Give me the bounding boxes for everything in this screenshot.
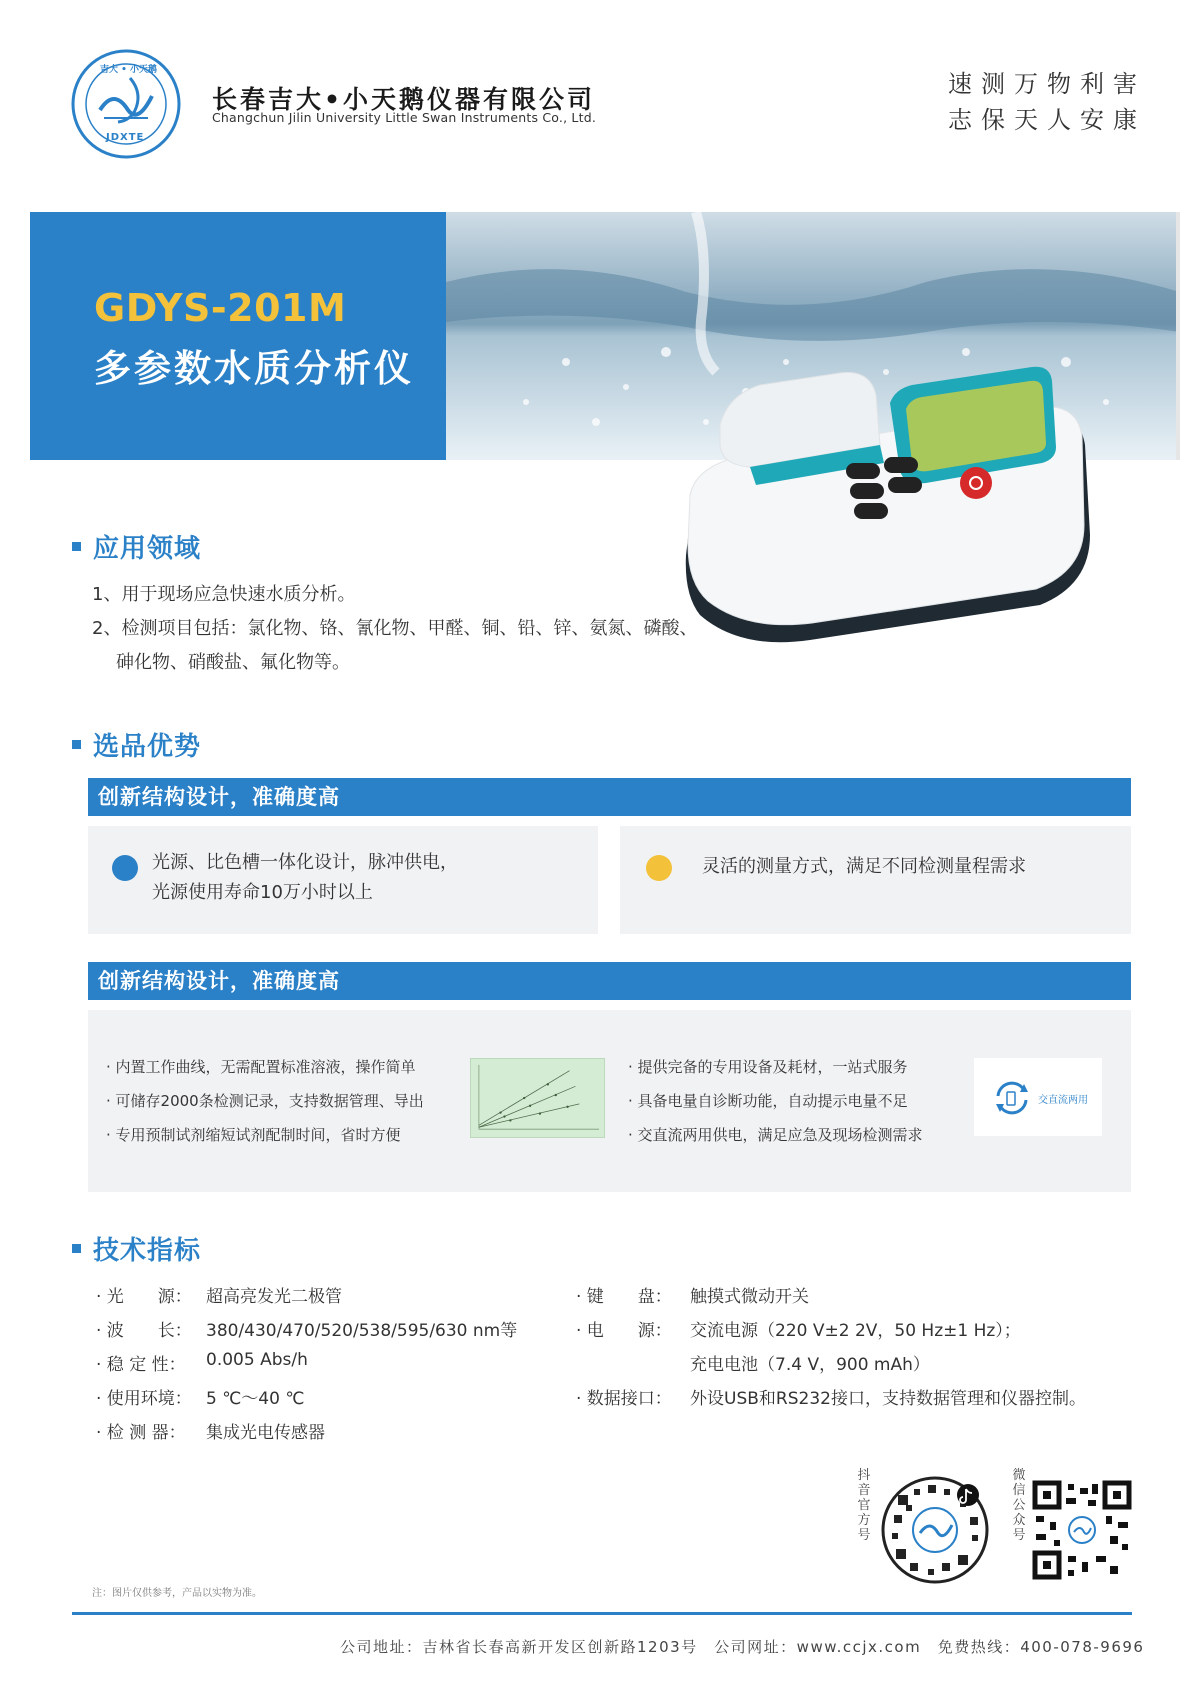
advantage-card-2 xyxy=(620,826,1131,934)
spec-right-4-value: 外设USB和RS232接口，支持数据管理和仪器控制。 xyxy=(690,1389,1086,1409)
logo-text-bottom: JDXTE xyxy=(106,132,145,143)
spec-left-3-value: 0.005 Abs/h xyxy=(206,1350,308,1370)
section-application-heading xyxy=(72,528,201,565)
spec-left-1-value: 超高亮发光二极管 xyxy=(206,1287,342,1307)
spec-left-5-label: · 检 测 器： xyxy=(96,1423,186,1443)
application-line-2: 2、检测项目包括：氯化物、铬、氰化物、甲醛、铜、铅、锌、氨氮、磷酸、 xyxy=(92,618,698,639)
feature-left-3: · 专用预制试剂缩短试剂配制时间，省时方便 xyxy=(106,1126,401,1144)
section-specs-title: 技术指标 xyxy=(93,1236,202,1266)
banner-blue-panel xyxy=(30,212,446,460)
application-line-3: 砷化物、硝酸盐、氟化物等。 xyxy=(116,652,350,673)
section-marker xyxy=(72,1244,81,1253)
section-application-title: 应用领域 xyxy=(93,534,202,564)
douyin-qr-code[interactable] xyxy=(880,1475,990,1585)
section-advantages-title: 选品优势 xyxy=(93,732,202,762)
calibration-curve-thumbnail xyxy=(470,1058,605,1138)
spec-right-3-value: 充电电池（7.4 V，900 mAh） xyxy=(690,1355,930,1375)
logo-text-top: 吉大 • 小天鹅 xyxy=(100,65,158,75)
spec-left-4-label: · 使用环境： xyxy=(96,1389,192,1409)
ac-dc-cycle-icon xyxy=(992,1078,1032,1118)
advantage-card-1 xyxy=(88,826,598,934)
feature-right-2: · 具备电量自诊断功能，自动提示电量不足 xyxy=(628,1092,908,1110)
advantage-card-1-line-2: 光源使用寿命10万小时以上 xyxy=(152,882,373,903)
feature-right-1: · 提供完备的专用设备及耗材，一站式服务 xyxy=(628,1058,908,1076)
product-model: GDYS-201M xyxy=(94,286,347,330)
ac-dc-power-badge xyxy=(974,1058,1102,1136)
spec-left-4-value: 5 ℃～40 ℃ xyxy=(206,1389,305,1409)
company-name-en: Changchun Jilin University Little Swan Instruments Co., Ltd. xyxy=(212,110,597,125)
wechat-label: 微信公众号 xyxy=(1012,1468,1026,1543)
section-marker xyxy=(72,542,81,551)
section-advantages-heading xyxy=(72,726,201,763)
spec-right-1-label: · 键 盘： xyxy=(576,1287,672,1307)
application-line-1: 1、用于现场应急快速水质分析。 xyxy=(92,584,356,605)
douyin-label: 抖音官方号 xyxy=(857,1468,871,1543)
advantage-card-1-line-1: 光源、比色槽一体化设计，脉冲供电， xyxy=(152,852,458,873)
section-specs-heading xyxy=(72,1230,201,1267)
spec-left-3-label: · 稳 定 性： xyxy=(96,1355,186,1375)
feature-right-3: · 交直流两用供电，满足应急及现场检测需求 xyxy=(628,1126,923,1144)
company-name-cn: 长春吉大•小天鹅仪器有限公司 xyxy=(212,85,595,114)
footer-contact: 公司地址：吉林省长春高新开发区创新路1203号 公司网址：www.ccjx.com 免费热线：400-078-9696 xyxy=(340,1638,1145,1656)
product-name: 多参数水质分析仪 xyxy=(94,347,414,390)
spec-left-2-value: 380/430/470/520/538/595/630 nm等 xyxy=(206,1321,518,1341)
spec-right-1-value: 触摸式微动开关 xyxy=(690,1287,809,1307)
advantages-bar-2: 创新结构设计，准确度高 xyxy=(88,962,1131,1000)
feature-left-1: · 内置工作曲线，无需配置标准溶液，操作简单 xyxy=(106,1058,416,1076)
spec-left-1-label: · 光 源： xyxy=(96,1287,192,1307)
advantage-card-2-text: 灵活的测量方式，满足不同检测量程需求 xyxy=(702,856,1026,877)
slogan-line-2: 志保天人安康 xyxy=(948,106,1146,134)
spec-left-5-value: 集成光电传感器 xyxy=(206,1423,325,1443)
feature-left-2: · 可储存2000条检测记录，支持数据管理、导出 xyxy=(106,1092,424,1110)
spec-left-2-label: · 波 长： xyxy=(96,1321,192,1341)
wechat-qr-code[interactable] xyxy=(1030,1478,1134,1582)
footer-divider xyxy=(72,1612,1132,1615)
water-analyzer-device-image xyxy=(680,355,1100,645)
section-marker xyxy=(72,740,81,749)
yellow-dot-icon xyxy=(646,855,672,881)
spec-right-2-label: · 电 源： xyxy=(576,1321,672,1341)
blue-dot-icon xyxy=(112,855,138,881)
spec-right-4-label: · 数据接口： xyxy=(576,1389,672,1409)
advantages-bar-1: 创新结构设计，准确度高 xyxy=(88,778,1131,816)
slogan-line-1: 速测万物利害 xyxy=(948,70,1146,98)
disclaimer-note: 注：图片仅供参考，产品以实物为准。 xyxy=(92,1588,262,1599)
spec-right-2-value: 交流电源（220 V±2 2V，50 Hz±1 Hz）； xyxy=(690,1321,1021,1341)
ac-dc-label: 交直流两用 xyxy=(1038,1095,1088,1106)
